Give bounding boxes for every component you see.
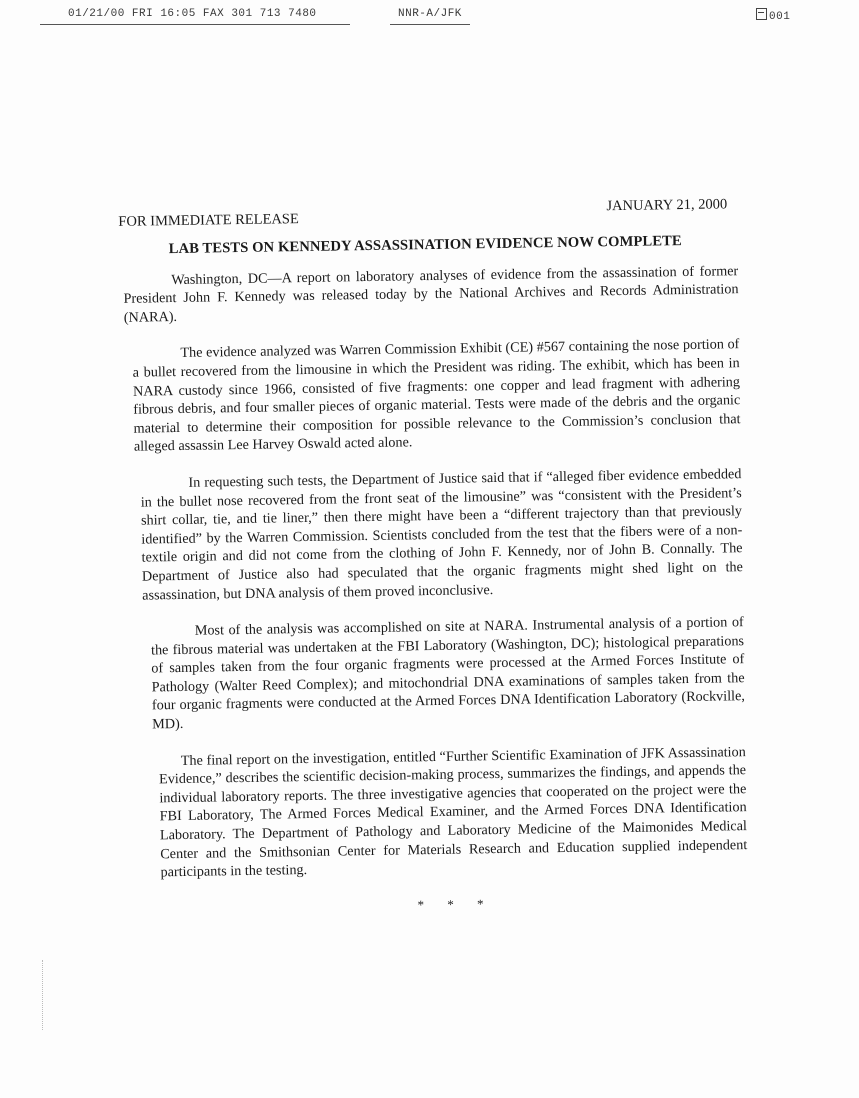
page-icon bbox=[756, 8, 767, 20]
fax-header bbox=[40, 8, 820, 30]
press-release bbox=[112, 190, 748, 919]
fax-page-number: 001 bbox=[769, 11, 791, 23]
headline: LAB TESTS ON KENNEDY ASSASSINATION EVIDENCE NOW COMPLETE bbox=[168, 233, 682, 258]
fax-header-rule bbox=[390, 24, 470, 25]
release-label: FOR IMMEDIATE RELEASE bbox=[118, 211, 299, 230]
end-mark: * * * bbox=[417, 895, 494, 913]
paragraph: Washington, DC—A report on laboratory analyses of evidence from the assassination of former President John F. Kennedy was released today by the National Archives and Records Administration (NARA). bbox=[123, 262, 739, 326]
fax-header-transmission: 01/21/00 FRI 16:05 FAX 301 713 7480 bbox=[68, 8, 317, 20]
scan-artifact bbox=[42, 960, 45, 1030]
paragraph: The evidence analyzed was Warren Commission Exhibit (CE) #567 containing the nose portion of a bullet recovered from the limousine in which the President was riding. The exhibit, which has been in NARA custody since 1966, consisted of five fragments: one copper and lead fragment with adhering fibrous debris, and four smaller pieces of organic material. Tests were made of the debris and the organic material to determine their composition for possible relevance to the Commission’s conclusion that alleged assassin Lee Harvey Oswald acted alone. bbox=[132, 336, 741, 456]
paragraph: Most of the analysis was accomplished on site at NARA. Instrumental analysis of a portion of the fibrous material was undertaken at the FBI Laboratory (Washington, DC); histological preparations of samples taken from the four organic fragments were processed at the Armed Forces Institute of Pathology (Walter Reed Complex); and mitochondrial DNA examinations of samples taken from the four organic fragments were conducted at the Armed Forces DNA Identification Laboratory (Rockville, MD). bbox=[150, 614, 746, 733]
release-line bbox=[112, 195, 737, 230]
release-date: JANUARY 21, 2000 bbox=[606, 196, 728, 215]
fax-header-rule bbox=[40, 24, 350, 25]
fax-header-office: NNR-A/JFK bbox=[398, 8, 462, 20]
paragraph: In requesting such tests, the Department of Justice said that if “alleged fiber evidence embedded in the bullet nose recovered from the front seat of the limousine” was “consistent with the President’s shirt collar, tie, and tie liner,” then there might have been a “different trajectory than that previously identified” by the Warren Commission. Scientists concluded from the test that the fibers were of a non-textile origin and did not come from the clothing of John F. Kennedy, nor of John B. Connally. The Department of Justice also had speculated that the organic fragments might shed light on the assassination, but DNA analysis of them proved inconclusive. bbox=[140, 466, 743, 604]
fax-header-page bbox=[756, 8, 790, 23]
paragraph: The final report on the investigation, entitled “Further Scientific Examination of JFK Assassination Evidence,” describes the scientific decision-making process, summarizes the findings, and appends the individual laboratory reports. The three investigative agencies that cooperated on the project were the FBI Laboratory, The Armed Forces Medical Examiner, and the Armed Forces DNA Identification Laboratory. The Department of Pathology and Laboratory Medicine of the Maimonides Medical Center and the Smithsonian Center for Materials Research and Education supplied independent participants in the testing. bbox=[158, 743, 748, 881]
